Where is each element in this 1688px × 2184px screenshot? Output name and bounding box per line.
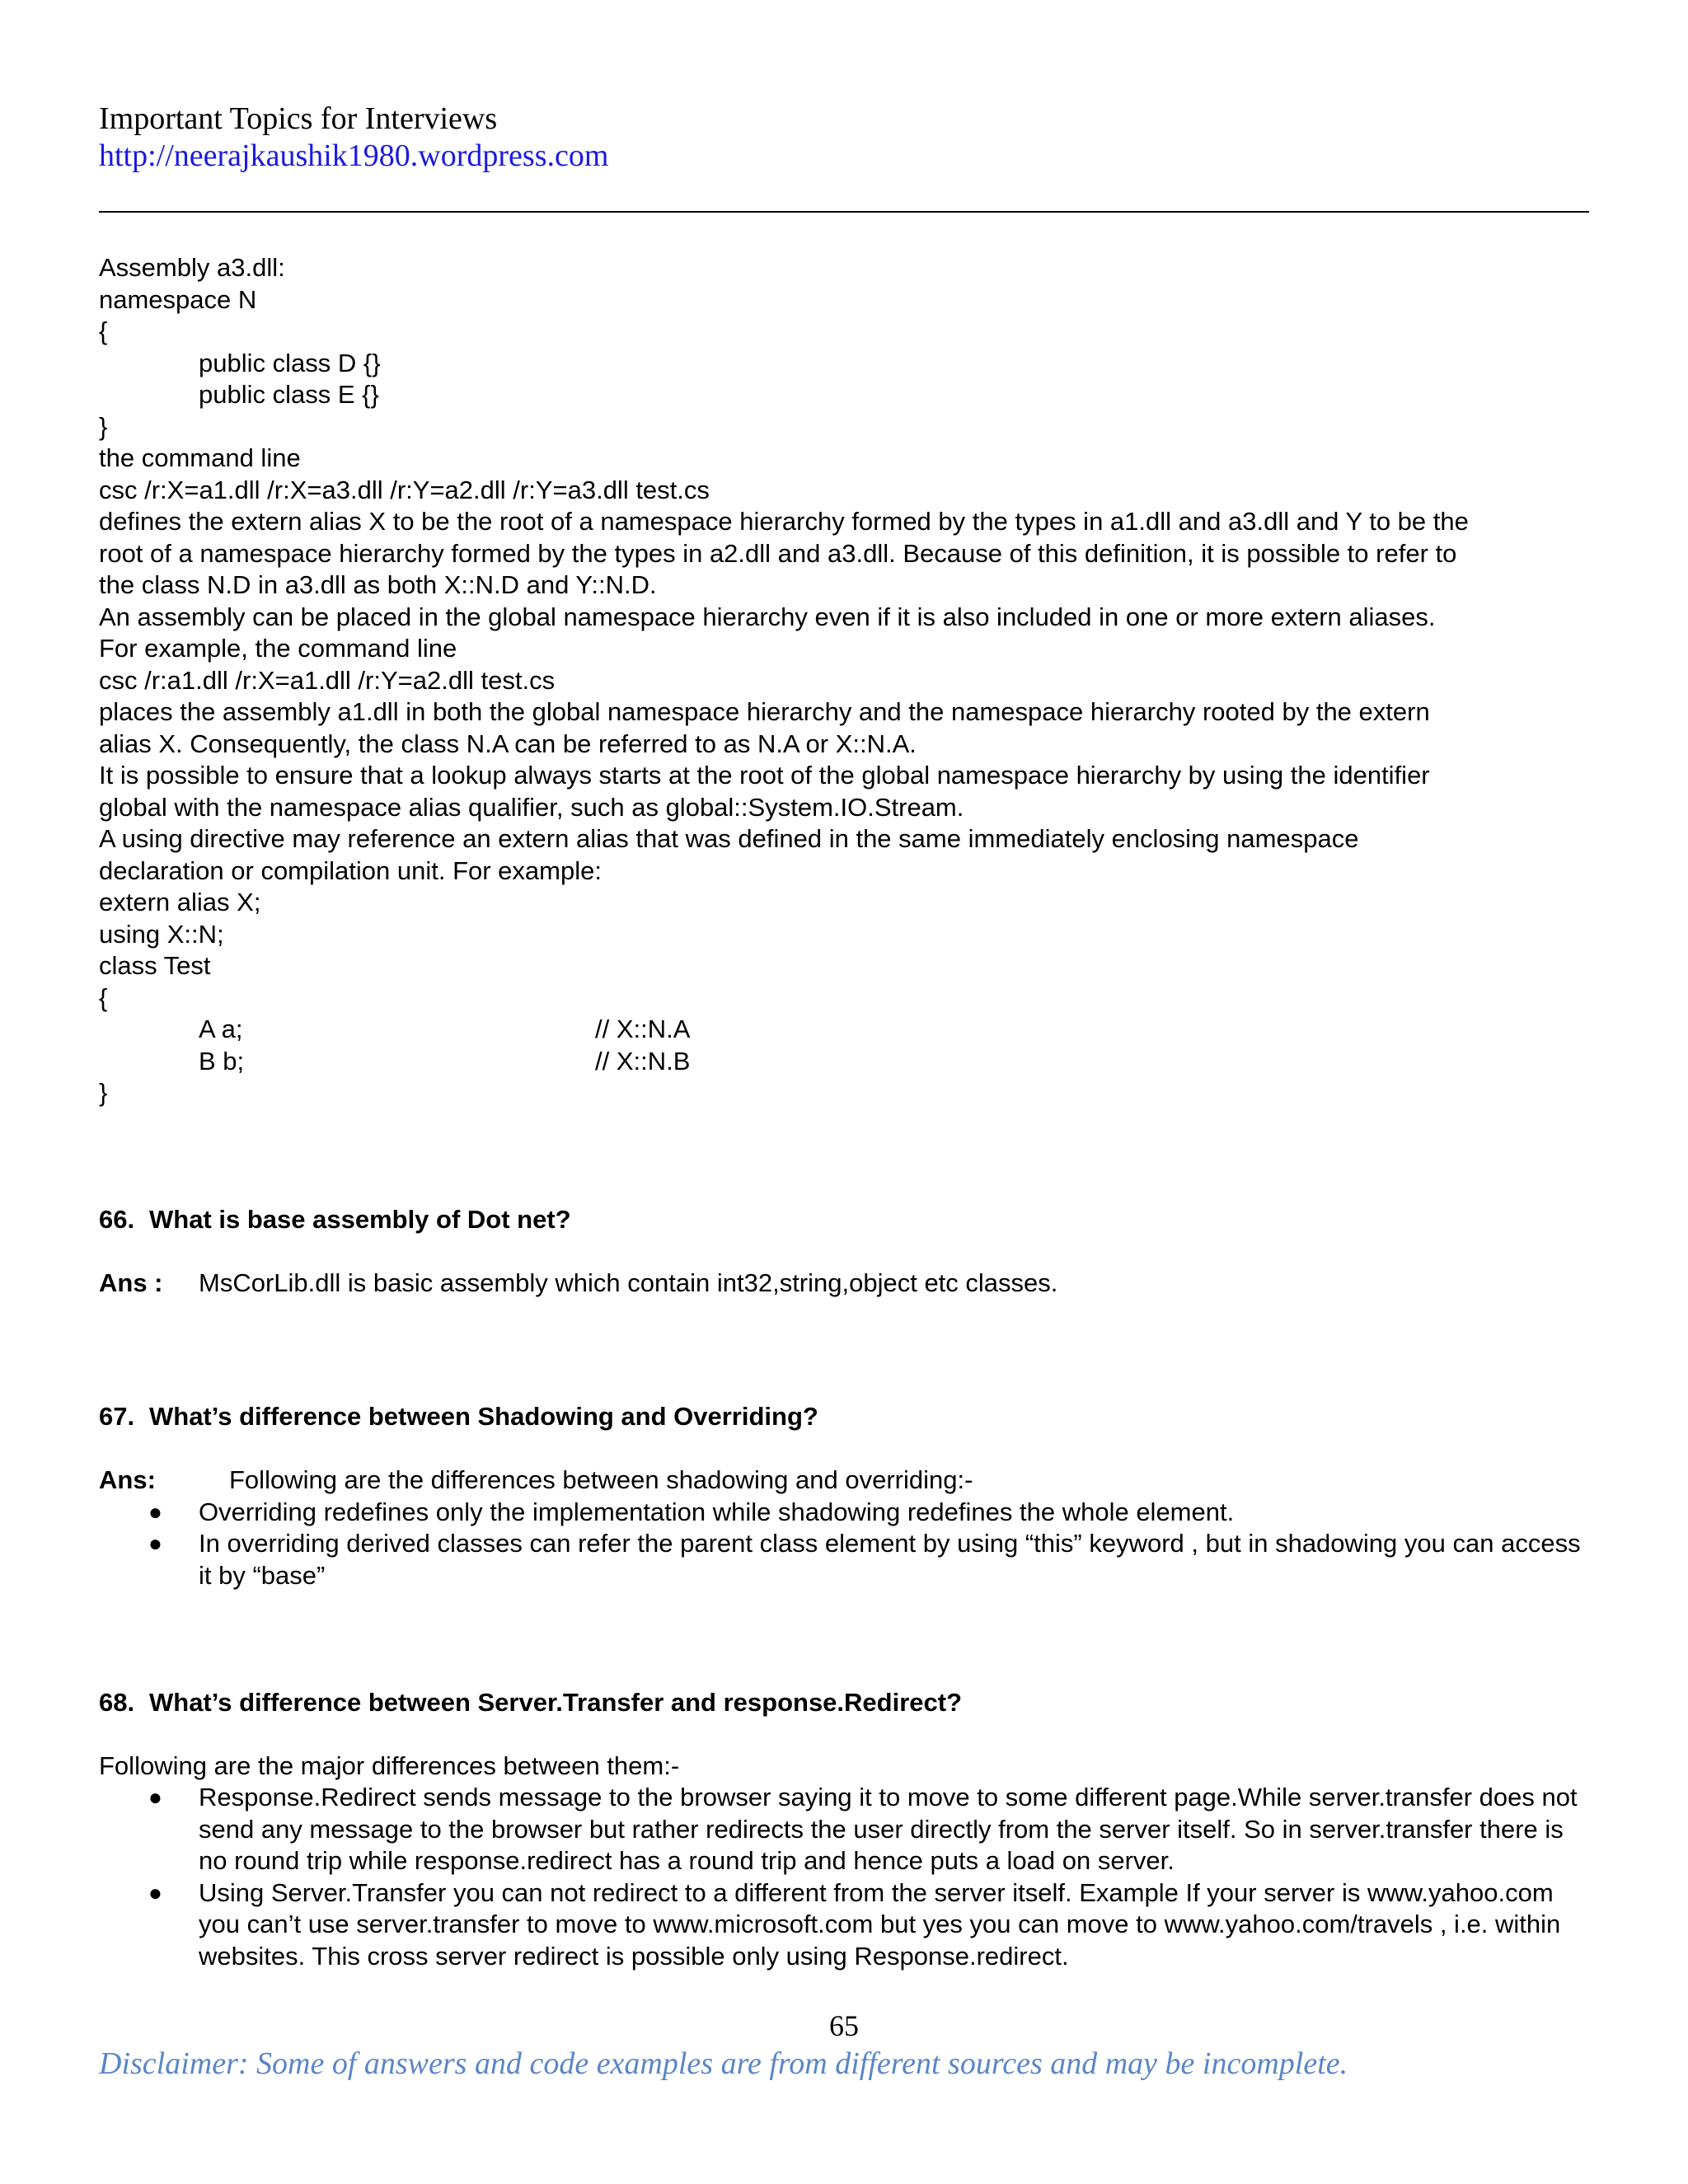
spacer [99,1236,1591,1268]
spacer [99,1300,1591,1363]
body-text-line: { [99,982,108,1012]
question-title: What’s difference between Server.Transfer and response.Redirect? [149,1687,963,1717]
code-line: public class E {} [199,380,379,409]
list-item-text: In overriding derived classes can refer the parent class element by using “this” keyword , but in shadowing you can access it by “base” [199,1529,1581,1590]
spacer [99,1394,1591,1401]
bullet-icon: ● [148,1498,162,1525]
list-item [99,1497,1591,1529]
spacer [99,1655,1591,1687]
body-text-line: csc /r:a1.dll /r:X=a1.dll /r:Y=a2.dll test.cs [99,665,556,695]
page-number: 65 [829,2009,859,2042]
code-row [99,1014,1591,1046]
answer-row [99,1465,1591,1497]
question-heading [99,1204,1591,1236]
question-heading [99,1687,1591,1719]
page-content [99,252,1591,1972]
spacer [99,1109,1591,1173]
code-line: } [99,1078,108,1107]
list-item-text: Response.Redirect sends message to the browser saying it to move to some different page.While server.transfer does not send any message to the browser but rather redirects the user directly from the server itself. So in server.transfer there is no round trip while response.redirect has a round trip and hence puts a load on server. [199,1783,1578,1875]
body-text-line: using X::N; [99,919,224,949]
bullet-icon: ● [148,1784,162,1810]
question-number: 66. [99,1205,135,1234]
code-statement: A a; [199,1015,243,1043]
list-item [99,1782,1591,1877]
bullet-icon: ● [148,1879,162,1905]
answer-label: Ans : [99,1268,163,1297]
body-text-line: alias X. Consequently, the class N.A can be referred to as N.A or X::N.A. [99,729,917,758]
question-number: 67. [99,1402,135,1431]
body-text-line: defines the extern alias X to be the root of a namespace hierarchy formed by the types in a1.dll and a3.dll and Y to be the [99,507,1469,536]
header-url-link[interactable]: http://neerajkaushik1980.wordpress.com [99,138,609,173]
body-text-line: extern alias X; [99,888,261,916]
body-text-line: class Test [99,951,211,980]
list-item [99,1877,1591,1973]
body-text-line: the command line [99,443,301,472]
answer-label: Ans: [99,1465,156,1494]
question-title: What’s difference between Shadowing and Overriding? [149,1402,818,1431]
body-text-line: csc /r:X=a1.dll /r:X=a3.dll /r:Y=a2.dll /r:Y=a3.dll test.cs [99,475,710,504]
question-number: 68. [99,1687,135,1717]
header-divider [99,211,1589,213]
body-text-line: It is possible to ensure that a lookup always starts at the root of the global namespace hierarchy by using the identifier [99,761,1430,790]
answer-row [99,1268,1591,1300]
body-text-line: global with the namespace alias qualifier, such as global::System.IO.Stream. [99,792,964,822]
code-comment: // X::N.B [595,1046,691,1076]
answer-text: MsCorLib.dll is basic assembly which contain int32,string,object etc classes. [199,1268,1058,1297]
bullet-icon: ● [148,1530,162,1556]
code-row [99,1046,1591,1078]
code-line: Assembly a3.dll: [99,253,285,282]
bullet-list [99,1782,1591,1972]
spacer [99,1173,1591,1205]
body-text-line: the class N.D in a3.dll as both X::N.D and Y::N.D. [99,570,657,599]
code-statement: B b; [199,1046,245,1076]
spacer [99,1363,1591,1395]
bullet-list [99,1497,1591,1592]
question-heading [99,1401,1591,1433]
answer-text: Following are the differences between shadowing and overriding:- [229,1465,973,1494]
code-line: } [99,411,108,441]
answer-intro: Following are the major differences between them:- [99,1750,680,1780]
body-text-line: root of a namespace hierarchy formed by the types in a2.dll and a3.dll. Because of this definition, it is possible to refer to [99,538,1457,568]
spacer [99,1718,1591,1750]
code-comment: // X::N.A [595,1015,691,1043]
header-title: Important Topics for Interviews [99,101,498,136]
list-item-text: Using Server.Transfer you can not redirect to a different from the server itself. Example If your server is www.yahoo.com you can’t use server.transfer to move to www.microsoft.com but yes you can move to www.yahoo.com/travels , i.e. within websites. This cross server redirect is possible only using Response.redirect. [199,1877,1561,1971]
code-line: public class D {} [199,348,381,377]
list-item-text: Overriding redefines only the implementation while shadowing redefines the whole element. [199,1497,1235,1526]
question-title: What is base assembly of Dot net? [149,1205,571,1234]
body-text-line: For example, the command line [99,634,457,663]
spacer [99,1591,1591,1655]
body-text-line: declaration or compilation unit. For example: [99,855,602,885]
body-text-line: places the assembly a1.dll in both the global namespace hierarchy and the namespace hierarchy rooted by the extern [99,697,1430,726]
body-text-line: A using directive may reference an extern alias that was defined in the same immediately enclosing namespace [99,824,1359,853]
list-item [99,1528,1591,1591]
code-line: { [99,316,108,345]
spacer [99,1433,1591,1465]
body-text-line: An assembly can be placed in the global namespace hierarchy even if it is also included in one or more extern aliases. [99,602,1436,631]
code-line: namespace N [99,284,257,314]
footer-disclaimer: Disclaimer: Some of answers and code examples are from different sources and may be incomplete. [99,2046,1348,2081]
